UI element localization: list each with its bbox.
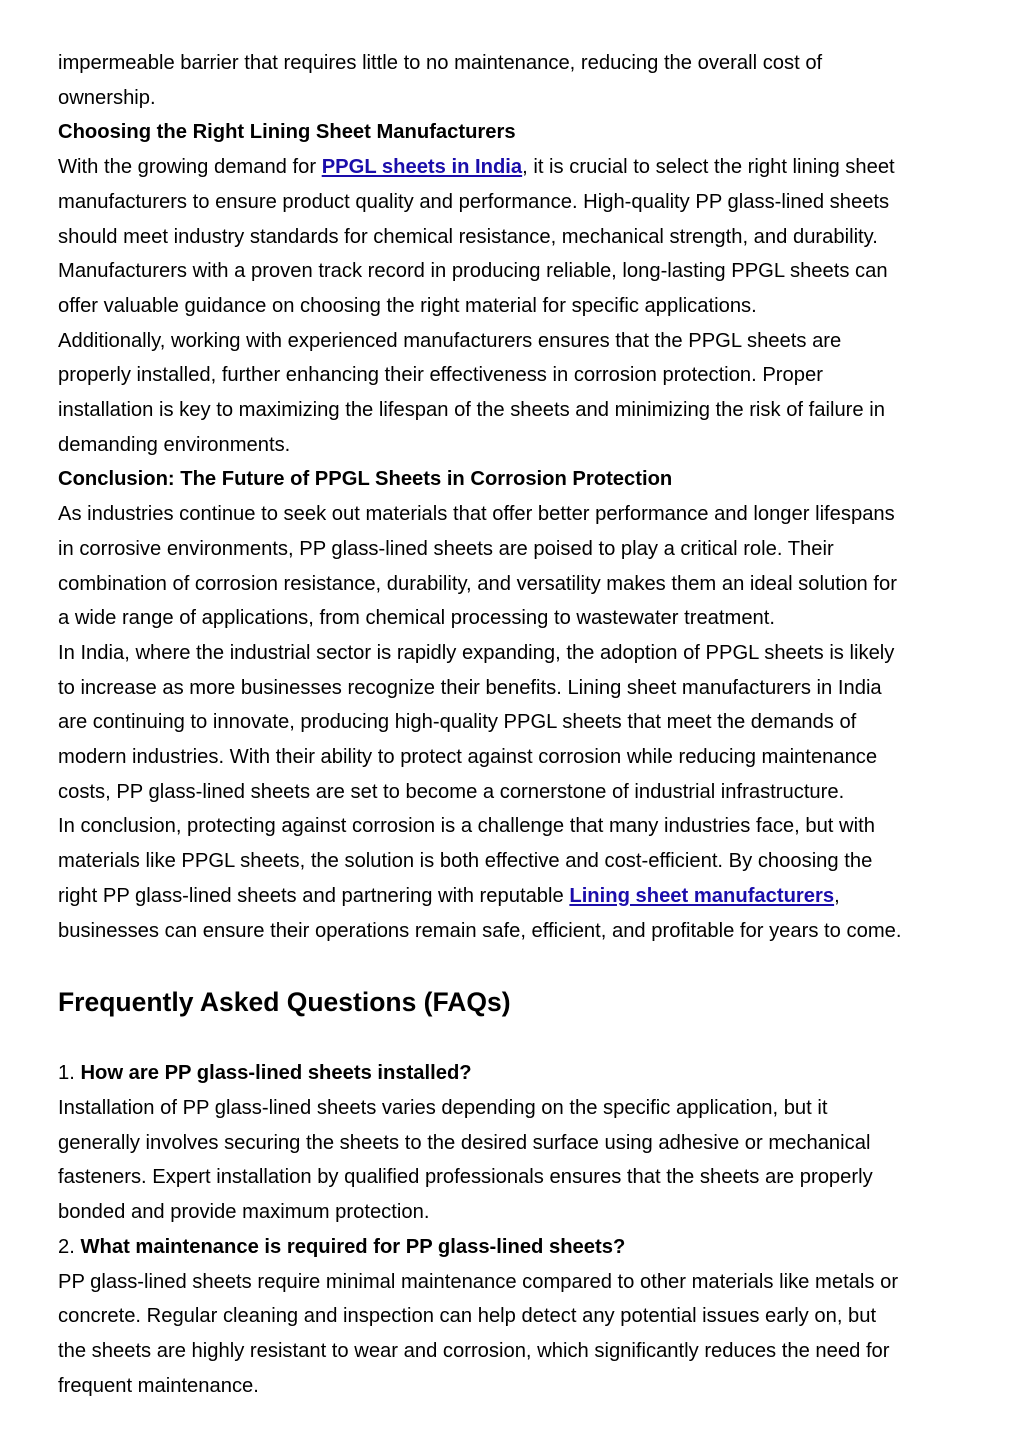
faq-answer-line: fasteners. Expert installation by qualified professionals ensures that the sheets are properly [58,1166,873,1189]
faq-heading: Frequently Asked Questions (FAQs) [58,987,511,1018]
text-span: right PP glass-lined sheets and partnering with reputable [58,884,570,907]
text-line: to increase as more businesses recognize their benefits. Lining sheet manufacturers in India [58,676,882,699]
faq-question [58,1230,966,1265]
section-heading: Choosing the Right Lining Sheet Manufacturers [58,121,516,144]
text-line: are continuing to innovate, producing high-quality PPGL sheets that meet the demands of [58,711,857,734]
text-line: modern industries. With their ability to protect against corrosion while reducing maintenance [58,746,878,769]
text-line: ownership. [58,86,156,109]
faq-answer-line: bonded and provide maximum protection. [58,1201,430,1224]
faq-item [58,1056,966,1230]
text-line: should meet industry standards for chemical resistance, mechanical strength, and durability. [58,225,878,248]
faq-answer-line: frequent maintenance. [58,1374,259,1397]
faq-list [58,1056,966,1403]
text-line: In conclusion, protecting against corrosion is a challenge that many industries face, but with [58,815,875,838]
faq-answer-line: Installation of PP glass-lined sheets varies depending on the specific application, but it [58,1096,828,1119]
faq-answer-line: PP glass-lined sheets require minimal maintenance compared to other materials like metals or [58,1270,899,1293]
text-line: properly installed, further enhancing their effectiveness in corrosion protection. Proper [58,364,823,387]
text-span: , it is crucial to select the right lining sheet [522,156,895,179]
text-line: costs, PP glass-lined sheets are set to become a cornerstone of industrial infrastructure. [58,780,845,803]
text-line: offer valuable guidance on choosing the right material for specific applications. [58,294,757,317]
faq-question-text: How are PP glass-lined sheets installed? [80,1062,472,1085]
text-line: businesses can ensure their operations remain safe, efficient, and profitable for years to come. [58,919,902,942]
text-line [58,879,966,914]
text-line: a wide range of applications, from chemical processing to wastewater treatment. [58,607,776,630]
text-span: With the growing demand for [58,156,322,179]
faq-answer-line: generally involves securing the sheets to the desired surface using adhesive or mechanical [58,1131,871,1154]
faq-number: 1. [58,1062,81,1085]
text-line [58,150,966,185]
faq-item [58,1230,966,1404]
text-line: in corrosive environments, PP glass-lined sheets are poised to play a critical role. Their [58,537,834,560]
text-line: As industries continue to seek out materials that offer better performance and longer lifespans [58,503,895,526]
text-line: In India, where the industrial sector is rapidly expanding, the adoption of PPGL sheets is likely [58,641,895,664]
faq-question [58,1056,966,1091]
text-span: , [834,884,840,907]
section-heading: Conclusion: The Future of PPGL Sheets in Corrosion Protection [58,468,673,491]
text-line: demanding environments. [58,433,291,456]
text-line: installation is key to maximizing the lifespan of the sheets and minimizing the risk of failure in [58,399,885,422]
intro-paragraph [58,46,966,115]
lining-sheet-manufacturers-link[interactable]: Lining sheet manufacturers [569,884,835,907]
text-line: impermeable barrier that requires little to no maintenance, reducing the overall cost of [58,52,823,74]
section-manufacturers [58,115,966,462]
ppgl-sheets-india-link[interactable]: PPGL sheets in India [321,156,523,179]
text-line: materials like PPGL sheets, the solution is both effective and cost-efficient. By choosing the [58,850,873,873]
faq-number: 2. [58,1235,81,1258]
faq-answer-line: concrete. Regular cleaning and inspection can help detect any potential issues early on, but [58,1305,877,1328]
faq-answer-line: the sheets are highly resistant to wear and corrosion, which significantly reduces the need for [58,1339,890,1362]
text-line: combination of corrosion resistance, durability, and versatility makes them an ideal solution for [58,572,897,595]
text-line: Manufacturers with a proven track record in producing reliable, long-lasting PPGL sheets can [58,260,888,283]
text-line: manufacturers to ensure product quality and performance. High-quality PP glass-lined sheets [58,190,890,213]
section-conclusion [58,462,966,948]
text-line: Additionally, working with experienced manufacturers ensures that the PPGL sheets are [58,329,842,352]
faq-question-text: What maintenance is required for PP glass-lined sheets? [80,1235,626,1258]
